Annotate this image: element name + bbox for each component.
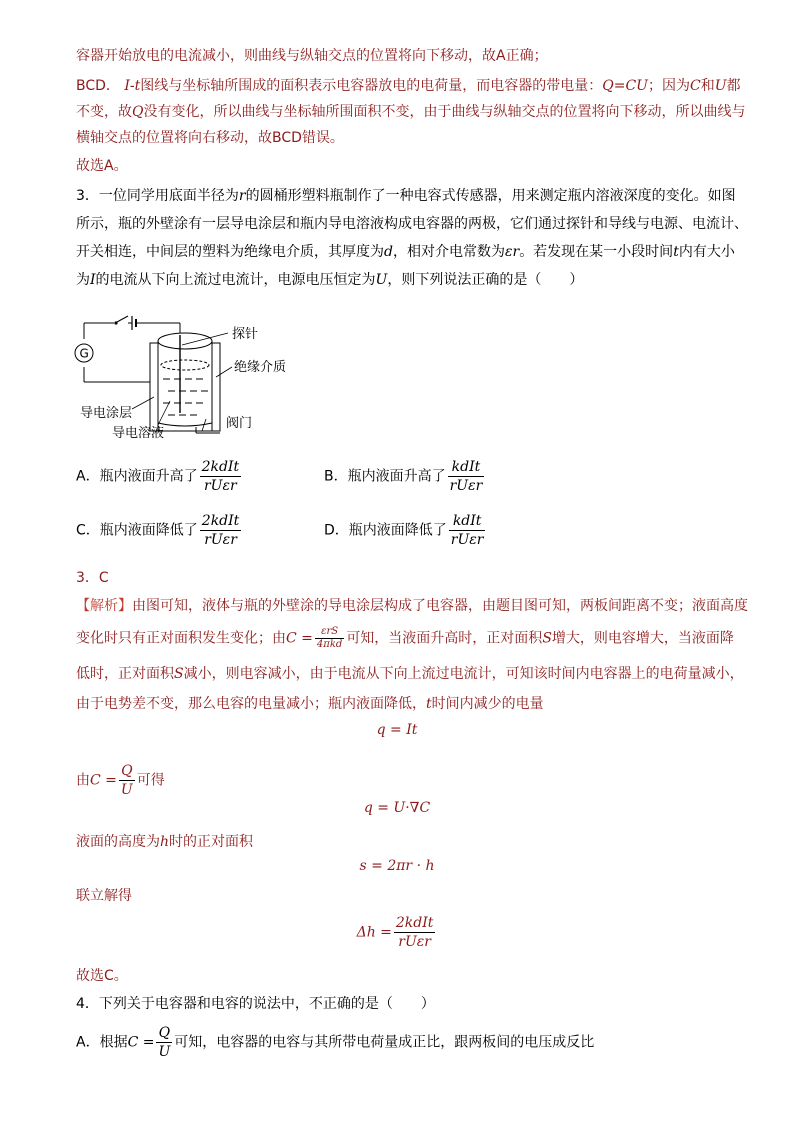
q3-conclusion: 故选C。 <box>76 968 128 984</box>
q3-analysis-line-3: 低时，正对面积S减小，则电容减小，由于电流从下向上流过电流计，可知该时间内电容器上的电荷量减小， <box>76 666 744 682</box>
equation-2: q = U·∇C <box>363 800 431 816</box>
q3-analysis-line-2: 变化时只有正对面积发生变化；由C = $\frac{\text{εrS}}{\text{4πkd}}$ 可知，当液面升高时，正对面积S增大，则电容增大，当液面降 <box>76 626 734 650</box>
q3-stem-line-3: 开关相连，中间层的塑料为绝缘电介质，其厚度为d，相对介电常数为εr。若发现在某一小段时间t内有大小 <box>76 244 735 260</box>
prev-line-4: 横轴交点的位置将向右移动，故BCD错误。 <box>76 130 344 146</box>
label-probe: 探针 <box>232 327 259 342</box>
capacitor-sensor-figure <box>70 305 310 445</box>
q3-option-d[interactable]: D．瓶内液面降低了 $\frac{\text{kdIt}}{\text{rUεr}}$ <box>324 513 484 548</box>
equation-4: Δh = $\frac{\text{2kdIt}}{\text{rUεr}}$ <box>356 915 434 950</box>
q3-option-b[interactable]: B．瓶内液面升高了 $\frac{\text{kdIt}}{\text{rUεr}}$ <box>324 459 483 494</box>
label-solution: 导电溶液 <box>112 426 165 441</box>
q3-answer: 3．C <box>76 570 109 586</box>
q4-stem: 4．下列关于电容器和电容的说法中，不正确的是（ ） <box>76 996 435 1012</box>
prev-conclusion: 故选A。 <box>76 158 128 174</box>
q3-analysis-line-4: 由于电势差不变，那么电容的电量减小；瓶内液面降低，t时间内减少的电量 <box>76 696 544 712</box>
q3-stem-line-2: 所示，瓶的外壁涂有一层导电涂层和瓶内导电溶液构成电容器的两极，它们通过探针和导线与电源、电流计、 <box>76 216 748 232</box>
q3-option-c[interactable]: C．瓶内液面降低了 $\frac{\text{2kdIt}}{\text{rUεr}}$ <box>76 513 240 548</box>
prev-line-1: 容器开始放电的电流减小，则曲线与纵轴交点的位置将向下移动，故A正确； <box>76 48 548 64</box>
q3-stem-line-4: 为I的电流从下向上流过电流计，电源电压恒定为U，则下列说法正确的是（ ） <box>76 272 584 288</box>
q3-analysis-line-7: 联立解得 <box>76 888 132 904</box>
q3-analysis-line-5: 由C = $\frac{Q}{U}$ 可得 <box>76 763 165 798</box>
label-coating: 导电涂层 <box>80 406 133 421</box>
equation-1: q = It <box>376 722 418 738</box>
label-valve: 阀门 <box>226 416 253 431</box>
q3-stem-line-1: 3．一位同学用底面半径为r的圆桶形塑料瓶制作了一种电容式传感器，用来测定瓶内溶液深度的变化。如图 <box>76 188 736 204</box>
galvanometer-label: G <box>79 346 89 361</box>
q3-option-a[interactable]: A．瓶内液面升高了 $\frac{\text{2kdIt}}{\text{rUεr}}$ <box>76 459 240 494</box>
q3-analysis-line-6: 液面的高度为h时的正对面积 <box>76 834 254 850</box>
equation-3: s = 2πr · h <box>359 858 435 874</box>
prev-line-2: BCD． I-t图线与坐标轴所围成的面积表示电容器放电的电荷量，而电容器的带电量：Q=CU；因为C和U都 <box>76 78 741 94</box>
q3-analysis-line-1: 【解析】由图可知，液体与瓶的外壁涂的导电涂层构成了电容器，由题目图可知，两板间距离不变；液面高度 <box>76 598 748 614</box>
q4-option-a[interactable]: A．根据C = $\frac{Q}{U}$ 可知，电容器的电容与其所带电荷量成正比，跟两板间的电压成反比 <box>76 1025 595 1060</box>
prev-line-3: 不变，故Q没有变化，所以曲线与坐标轴所围面积不变，由于曲线与纵轴交点的位置将向下移动，所以曲线与 <box>76 104 746 120</box>
label-dielectric: 绝缘介质 <box>234 360 287 375</box>
